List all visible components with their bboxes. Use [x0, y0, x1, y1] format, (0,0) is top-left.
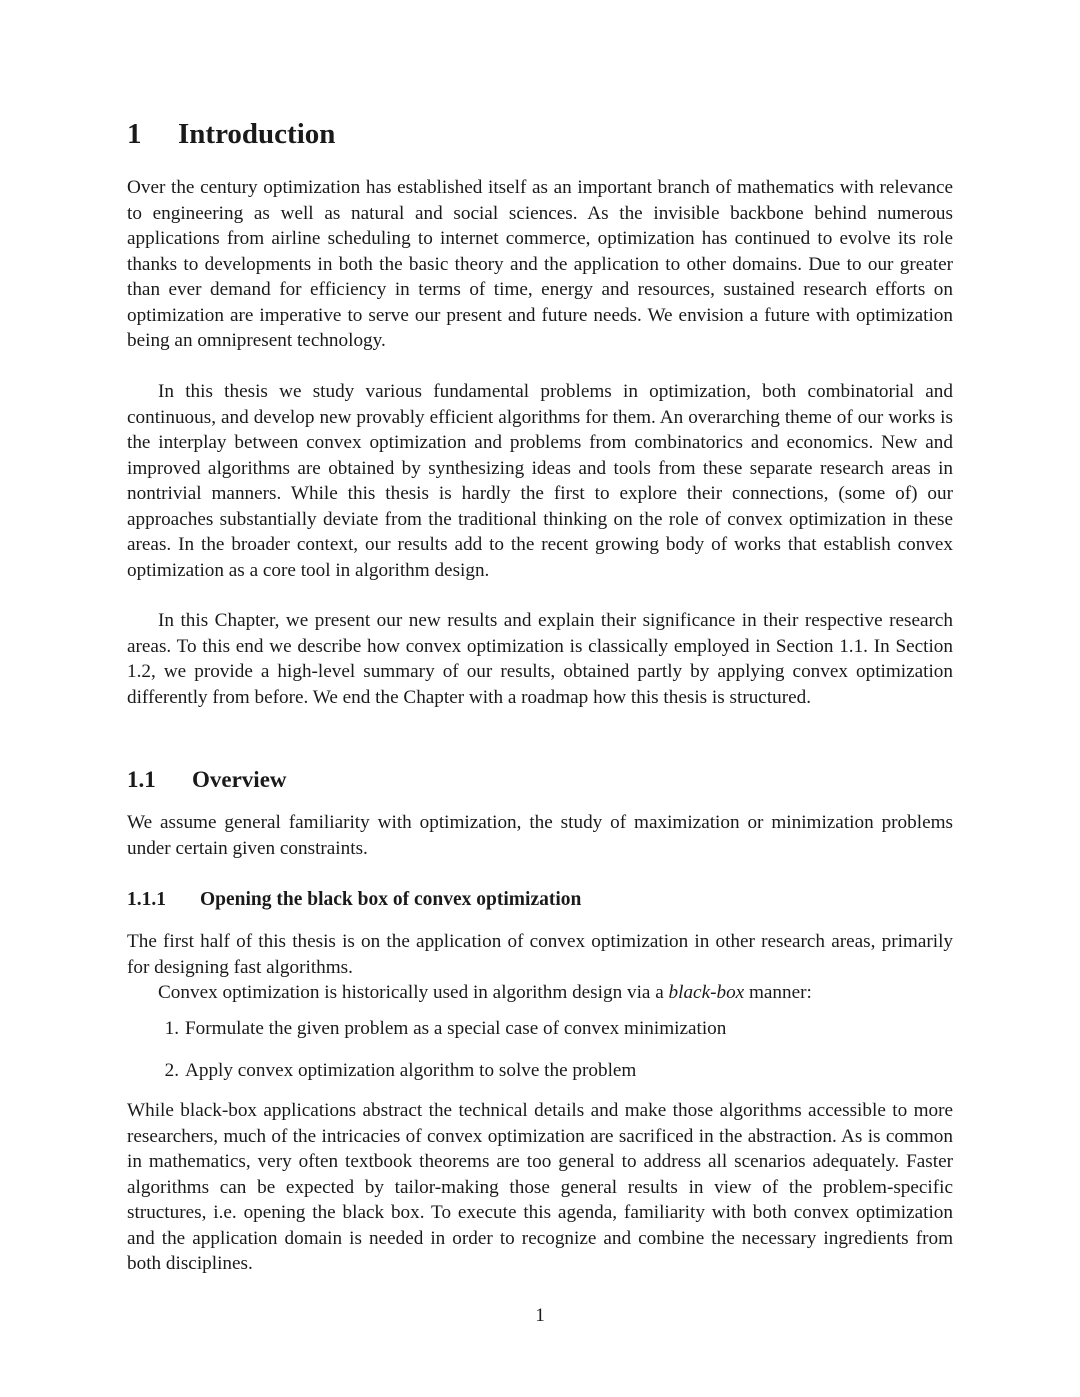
overview-paragraph: We assume general familiarity with optimization, the study of maximization or minimization problems under certain given constraints. — [127, 812, 953, 859]
intro-paragraph-1: Over the century optimization has established itself as an important branch of mathematics with relevance to engineering as well as natural and social sciences. As the invisible backbone behind numerous applications from airline scheduling to internet commerce, optimization has continued to evolve its role thanks to developments in both the basic theory and the application to other domains. Due to our greater than ever demand for efficiency in terms of time, energy and resources, sustained research efforts on optimization are imperative to serve our present and future needs. We envision a future with optimization being an omnipresent technology. — [127, 177, 953, 351]
subsection-number: 1.1.1 — [127, 889, 166, 910]
chapter-number: 1 — [127, 118, 142, 150]
subsection-title: Opening the black box of convex optimization — [200, 889, 582, 910]
list-item — [127, 1018, 726, 1040]
subsection-paragraph-3: While black-box applications abstract the technical details and make those algorithms accessible to more researchers, much of the intricacies of convex optimization are sacrificed in the abstraction. As is common in mathematics, very often textbook theorems are too general to address all scenarios adequately. Faster algorithms can be expected by tailor-making those general results in view of the problem-specific structures, i.e. opening the black box. To execute this agenda, familiarity with both convex optimization and the application domain is needed in order to recognize and combine the necessary ingredients from both disciplines. — [127, 1100, 953, 1274]
list-marker: 1. — [164, 1018, 179, 1039]
page-number: 1 — [535, 1305, 545, 1326]
subsection-heading — [127, 889, 581, 911]
paragraph-2-text-before: Convex optimization is historically used in algorithm design via a — [158, 982, 669, 1003]
subsection-paragraph-2 — [127, 980, 953, 1006]
list-item-text: Apply convex optimization algorithm to solve the problem — [185, 1060, 637, 1081]
black-box-emphasis: black-box — [668, 982, 745, 1003]
list-item-text: Formulate the given problem as a special case of convex minimization — [185, 1018, 727, 1039]
subsection-paragraph-1: The first half of this thesis is on the application of convex optimization in other research areas, primarily for designing fast algorithms. — [127, 931, 953, 978]
chapter-heading — [127, 118, 335, 151]
section-title: Overview — [192, 767, 287, 792]
section-number: 1.1 — [127, 767, 156, 792]
list-item — [127, 1060, 636, 1082]
intro-paragraph-3: In this Chapter, we present our new results and explain their significance in their respective research areas. To this end we describe how convex optimization is classically employed in Section 1.1. In Section 1.2, we provide a high-level summary of our results, obtained partly by applying convex optimization differently from before. We end the Chapter with a roadmap how this thesis is structured. — [127, 610, 953, 708]
list-marker: 2. — [164, 1060, 179, 1081]
paragraph-2-text-after: manner: — [744, 982, 812, 1003]
intro-paragraph-2: In this thesis we study various fundamental problems in optimization, both combinatorial and continuous, and develop new provably efficient algorithms for them. An overarching theme of our works is the interplay between convex optimization and problems from combinatorics and economics. New and improved algorithms are obtained by synthesizing ideas and tools from these separate research areas in nontrivial manners. While this thesis is hardly the first to explore their connections, (some of) our approaches substantially deviate from the traditional thinking on the role of convex optimization in these areas. In the broader context, our results add to the recent growing body of works that establish convex optimization as a core tool in algorithm design. — [127, 381, 953, 581]
section-heading — [127, 767, 287, 793]
chapter-title: Introduction — [178, 118, 336, 150]
